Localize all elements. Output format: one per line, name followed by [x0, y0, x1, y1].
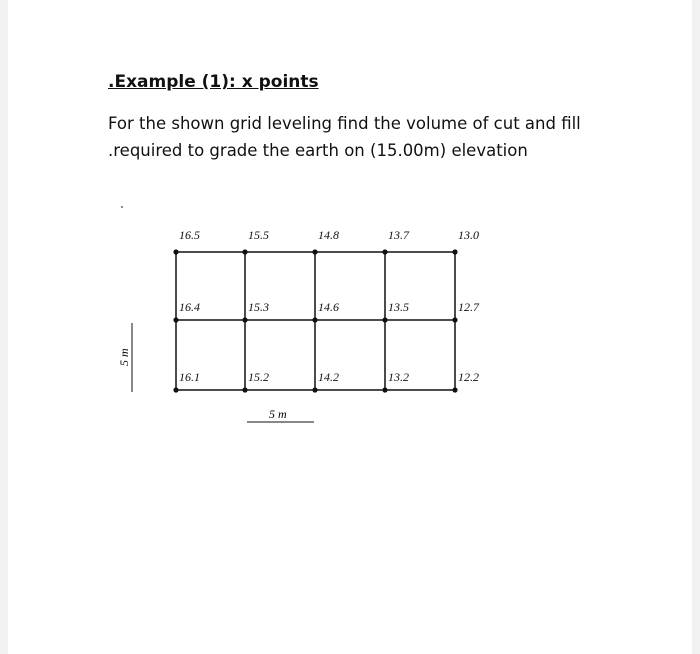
- grid-node: [173, 387, 178, 392]
- example-heading: .Example (1): x points: [108, 72, 319, 92]
- horizontal-scale: [247, 407, 314, 422]
- grid-node: [452, 249, 457, 254]
- grid-node: [452, 317, 457, 322]
- elevation-label: 14.6: [318, 300, 339, 314]
- grid-node: [312, 317, 317, 322]
- grid-node: [382, 317, 387, 322]
- grid-node: [312, 249, 317, 254]
- elevation-label: 16.4: [179, 300, 200, 314]
- grid-node: [173, 317, 178, 322]
- vertical-scale-label: 5 m: [117, 348, 131, 366]
- grid-node: [242, 387, 247, 392]
- elevation-label: 13.7: [388, 228, 409, 242]
- grid-node: [173, 249, 178, 254]
- elevation-label: 15.3: [248, 300, 269, 314]
- elevation-label: 15.5: [248, 228, 269, 242]
- grid-node: [242, 249, 247, 254]
- elevation-label: 13.0: [458, 228, 479, 242]
- grid-node: [452, 387, 457, 392]
- grid-node: [382, 387, 387, 392]
- elevation-label: 14.8: [318, 228, 339, 242]
- elevation-label: 15.2: [248, 370, 269, 384]
- elevation-label: 13.2: [388, 370, 409, 384]
- elevation-label: 16.5: [179, 228, 200, 242]
- grid-node: [312, 387, 317, 392]
- horizontal-scale-label: 5 m: [269, 407, 287, 421]
- grid-node: [382, 249, 387, 254]
- grid-node: [242, 317, 247, 322]
- elevation-label: 12.7: [458, 300, 479, 314]
- problem-line-1: For the shown grid leveling find the volume of cut and fill: [108, 114, 581, 133]
- elevation-label: 14.2: [318, 370, 339, 384]
- elevation-label: 13.5: [388, 300, 409, 314]
- problem-line-2: .required to grade the earth on (15.00m) elevation: [108, 141, 528, 160]
- vertical-scale: [117, 323, 132, 392]
- elevation-label: 16.1: [179, 370, 200, 384]
- elevation-label: 12.2: [458, 370, 479, 384]
